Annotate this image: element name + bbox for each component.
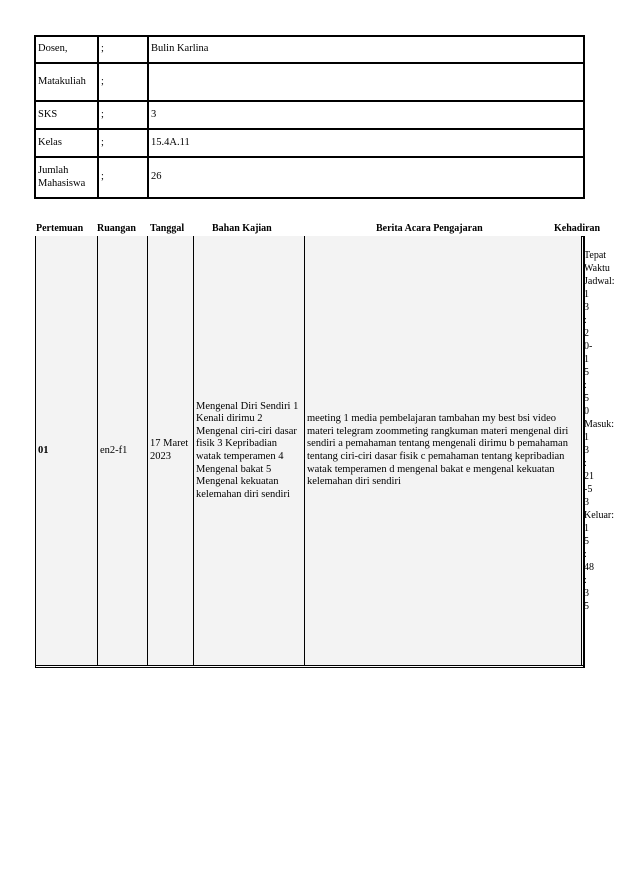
info-separator: ;	[98, 101, 148, 129]
info-value: 15.4A.11	[148, 129, 584, 157]
info-value: Bulin Karlina	[148, 36, 584, 63]
cell-berita-acara-text: meeting 1 media pembelajaran tambahan my best bsi video materi telegram zoommeting rangkuman materi mengenal diri sendiri a pemahaman tentang mengenali dirimu b pemahaman tentang ciri-ciri dasar fisik c pemahaman tentang kepribadian watak temperamen d mengenal bakat e mengenal kekuatan kelemahan diri sendiri	[307, 413, 569, 488]
info-separator: ;	[98, 36, 148, 63]
course-info-table	[34, 35, 585, 199]
info-label: SKS	[35, 101, 98, 129]
info-label: Jumlah Mahasiswa	[35, 157, 98, 198]
info-row-jumlah-mahasiswa	[35, 157, 584, 198]
header-pertemuan: Pertemuan	[36, 223, 84, 234]
cell-bahan-kajian-text: Mengenal Diri Sendiri 1 Kenali dirimu 2 Mengenal ciri-ciri dasar fisik 3 Kepribadian watak temperamen 4 Mengenal bakat 5 Mengenal kekuatan kelemahan diri sendiri	[196, 400, 299, 500]
header-ruangan: Ruangan	[97, 223, 136, 234]
info-label: Dosen,	[35, 36, 98, 63]
header-bahan-kajian: Bahan Kajian	[212, 223, 272, 234]
info-row-matakuliah	[35, 63, 584, 101]
table-header-row	[36, 223, 620, 237]
cell-pertemuan-text: 01	[38, 444, 49, 456]
cell-kehadiran-text: Tepat Waktu Jadwal: 1 3 : 2 0- 1 5 : 5 0 Masuk: 1 3 : 21 -5 3 Keluar: 1 5 : 48 : 3 5	[584, 250, 615, 612]
info-value: 3	[148, 101, 584, 129]
header-tanggal: Tanggal	[150, 223, 185, 234]
cell-pertemuan	[35, 236, 98, 666]
cell-tanggal-text: 17 Maret 2023	[150, 438, 189, 462]
info-separator: ;	[98, 129, 148, 157]
cell-ruangan-text: en2-f1	[100, 444, 128, 456]
table-bottom-border	[35, 665, 585, 666]
info-label: Matakuliah	[35, 63, 98, 101]
info-row-sks	[35, 101, 584, 129]
cell-tanggal	[147, 236, 194, 666]
info-value	[148, 63, 584, 101]
cell-ruangan	[97, 236, 148, 666]
header-berita-acara: Berita Acara Pengajaran	[376, 223, 483, 234]
info-separator: ;	[98, 63, 148, 101]
info-row-kelas	[35, 129, 584, 157]
cell-bahan-kajian	[193, 236, 305, 666]
cell-berita-acara	[304, 236, 582, 666]
header-kehadiran: Kehadiran	[554, 223, 601, 234]
info-value: 26	[148, 157, 584, 198]
info-row-dosen	[35, 36, 584, 63]
info-separator: ;	[98, 157, 148, 198]
info-label: Kelas	[35, 129, 98, 157]
